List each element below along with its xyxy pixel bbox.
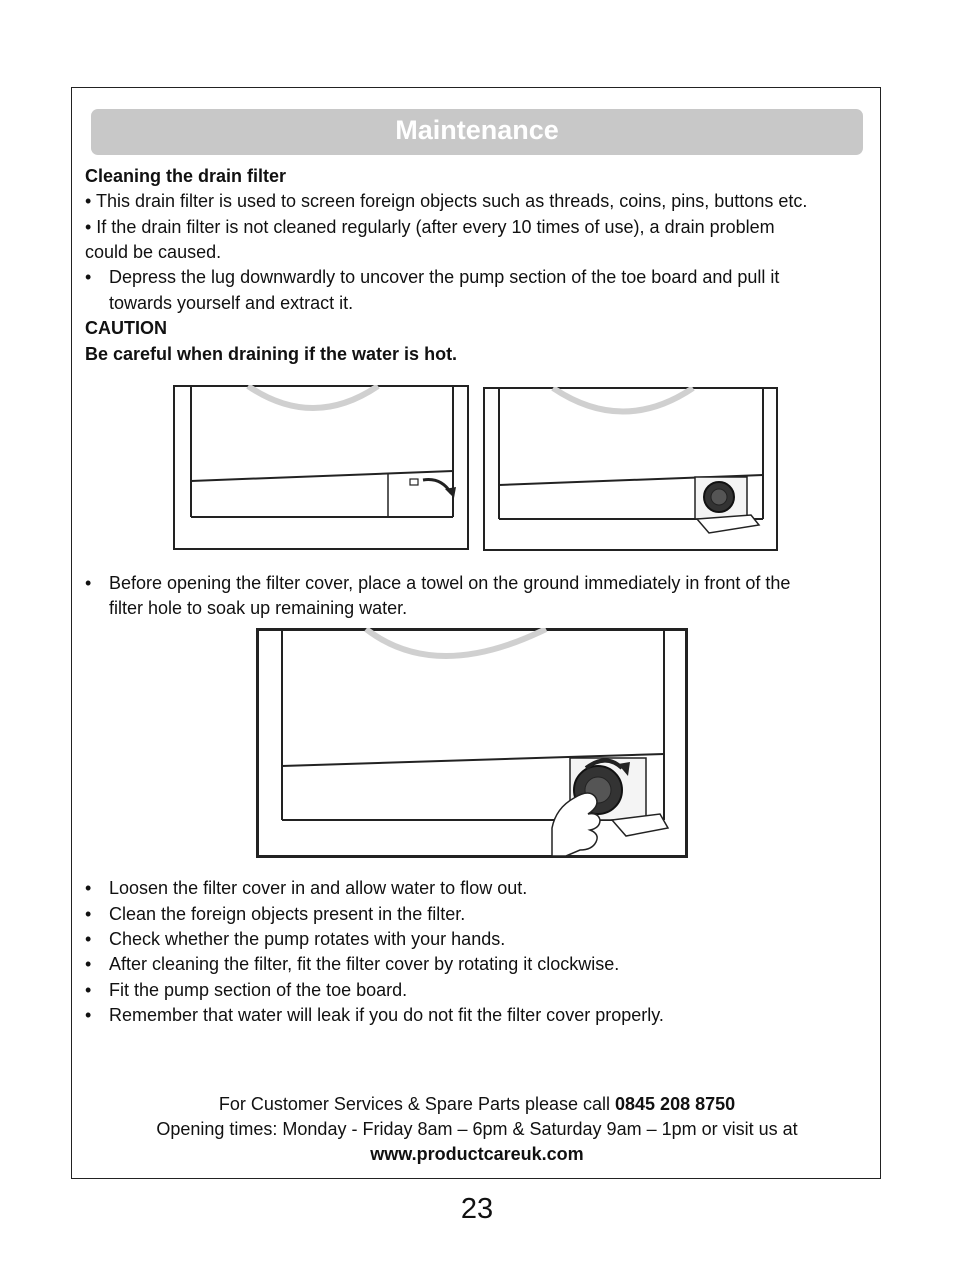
list-item: After cleaning the filter, fit the filter cover by rotating it clockwise. (109, 954, 620, 974)
bullet-marker: • (85, 954, 92, 974)
list-item: Clean the foreign objects present in the filter. (109, 904, 466, 924)
filter-loosening-illustration (256, 628, 688, 858)
caution-label: CAUTION (85, 318, 167, 338)
paragraph-line: • This drain filter is used to screen foreign objects such as threads, coins, pins, buttons etc. (85, 191, 808, 211)
list-item: Remember that water will leak if you do not fit the filter cover properly. (109, 1005, 664, 1025)
toe-board-illustration (173, 385, 469, 550)
bullet-marker: • (85, 1005, 92, 1025)
footer-website[interactable]: www.productcareuk.com (370, 1144, 584, 1164)
bullet-marker: • (85, 980, 92, 1000)
footer-text: For Customer Services & Spare Parts please call (218, 1094, 616, 1114)
footer-hours: Opening times: Monday - Friday 8am – 6pm & Saturday 9am – 1pm or visit us at (156, 1119, 798, 1139)
page-title: Maintenance (395, 115, 559, 145)
bullet-marker: • (85, 573, 92, 593)
paragraph-line: • If the drain filter is not cleaned regularly (after every 10 times of use), a drain problem (85, 217, 775, 237)
list-item: Check whether the pump rotates with your hands. (109, 929, 506, 949)
list-item: Loosen the filter cover in and allow water to flow out. (109, 878, 528, 898)
list-item: towards yourself and extract it. (109, 293, 354, 313)
bullet-marker: • (85, 267, 92, 287)
section-banner (91, 109, 863, 155)
bullet-marker: • (85, 904, 92, 924)
list-item: Fit the pump section of the toe board. (109, 980, 408, 1000)
caution-text: Be careful when draining if the water is hot. (85, 344, 458, 364)
list-item: filter hole to soak up remaining water. (109, 598, 408, 618)
section-heading: Cleaning the drain filter (85, 166, 287, 186)
bullet-marker: • (85, 878, 92, 898)
list-item: Depress the lug downwardly to uncover the pump section of the toe board and pull it (109, 267, 780, 287)
bullet-marker: • (85, 929, 92, 949)
pump-section-illustration (483, 387, 779, 552)
list-item: Before opening the filter cover, place a towel on the ground immediately in front of the (109, 573, 791, 593)
page-number: 23 (460, 1193, 494, 1225)
footer-contact-line (72, 1092, 882, 1117)
phone-number: 0845 208 8750 (615, 1094, 736, 1114)
paragraph-line: could be caused. (85, 242, 222, 262)
